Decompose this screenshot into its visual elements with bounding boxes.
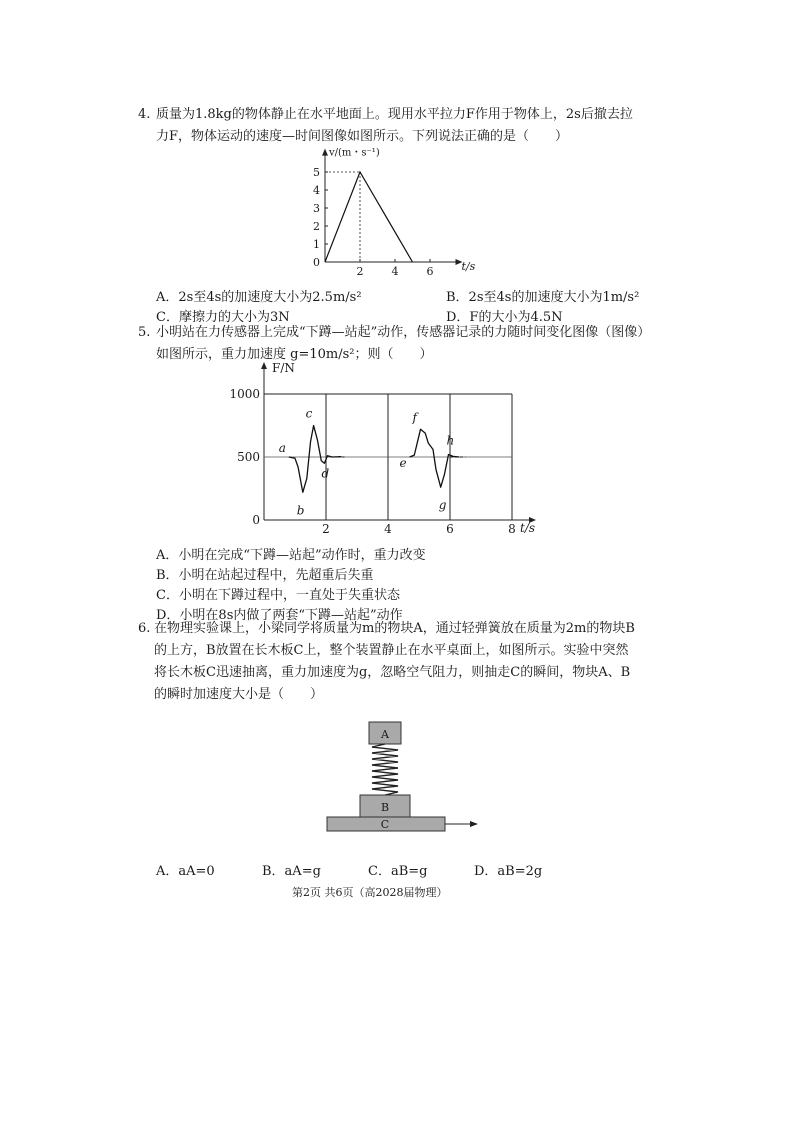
q5-point-label-c: c xyxy=(305,406,313,421)
q5-point-label-b: b xyxy=(296,503,305,518)
q6-option-b: B．aA=g xyxy=(262,864,321,879)
q5-y-tick-label: 1000 xyxy=(229,387,260,401)
q4-text-line1: 质量为1.8kg的物体静止在水平地面上。现用水平拉力F作用于物体上，2s后撤去拉 xyxy=(156,107,633,122)
q6-text-line3: 将长木板C迅速抽离，重力加速度为g，忽略空气阻力，则抽走C的瞬间，物块A、B xyxy=(154,665,631,680)
q4-text-line2: 力F，物体运动的速度—时间图像如图所示。下列说法正确的是（ ） xyxy=(156,129,569,144)
q5-chart-group xyxy=(229,361,536,536)
q5-text-line1: 小明站在力传感器上完成“下蹲—站起”动作，传感器记录的力随时间变化图像（图像） xyxy=(156,325,651,340)
q4-y-tick-label: 3 xyxy=(313,202,320,215)
q6-option-c: C．aB=g xyxy=(368,864,428,879)
q4-y-tick-label: 2 xyxy=(313,220,320,233)
q4-option-c: C．摩擦力的大小为3N xyxy=(156,310,290,325)
q5-option-a: A．小明在完成“下蹲—站起”动作时，重力改变 xyxy=(156,548,426,563)
q5-option-d: D．小明在8s内做了两套“下蹲—站起”动作 xyxy=(156,608,403,623)
q5-point-label-d: d xyxy=(321,466,330,481)
block-b-label: B xyxy=(380,801,390,814)
page-footer: 第2页 共6页（高2028届物理） xyxy=(292,886,448,899)
block-a-label: A xyxy=(381,728,389,741)
q5-point-label-f: f xyxy=(412,410,418,425)
q5-point-label-h: h xyxy=(446,433,455,448)
q6-number: 6. xyxy=(138,621,151,636)
q5-x-tick-label: 2 xyxy=(322,522,330,536)
q5-y-tick-label: 0 xyxy=(252,513,260,527)
q4-option-a: A．2s至4s的加速度大小为2.5m/s² xyxy=(156,290,362,305)
q5-x-tick-label: 6 xyxy=(446,522,454,536)
q4-y-axis-arrow xyxy=(322,149,328,156)
q6-spring-blocks-figure xyxy=(320,715,485,835)
q4-chart-group xyxy=(313,148,475,278)
q5-y-tick-label: 500 xyxy=(237,450,260,464)
q6-option-a: A．aA=0 xyxy=(156,864,215,879)
q4-vt-chart xyxy=(300,148,475,280)
q4-velocity-line xyxy=(325,172,413,262)
q4-y-tick-label: 5 xyxy=(313,166,320,179)
q4-number: 4. xyxy=(138,107,151,122)
pull-arrow-head xyxy=(470,821,478,827)
q6-text-line4: 的瞬时加速度大小是（ ） xyxy=(154,687,324,702)
q5-y-axis-label: F/N xyxy=(272,361,295,375)
q4-y-tick-label: 0 xyxy=(313,256,320,269)
q5-force-chart xyxy=(222,360,547,538)
q4-y-tick-label: 1 xyxy=(313,238,320,251)
q4-x-tick-label: 4 xyxy=(391,265,399,278)
q5-point-label-g: g xyxy=(438,498,447,513)
q5-point-label-e: e xyxy=(399,456,407,470)
spring xyxy=(372,744,398,795)
q5-option-c: C．小明在下蹲过程中，一直处于失重状态 xyxy=(156,588,400,603)
q5-option-b: B．小明在站起过程中，先超重后失重 xyxy=(156,568,374,583)
q4-x-axis-label: t/s xyxy=(461,260,475,273)
board-c-label: C xyxy=(380,818,390,831)
q4-option-b: B．2s至4s的加速度大小为1m/s² xyxy=(446,290,640,305)
q5-x-tick-label: 4 xyxy=(384,522,392,536)
q4-x-tick-label: 2 xyxy=(356,265,364,278)
q4-option-d: D．F的大小为4.5N xyxy=(446,310,563,325)
q4-y-axis-label: v/(m・s⁻¹) xyxy=(329,148,380,159)
q5-force-curve-first xyxy=(289,426,342,493)
q5-point-label-a: a xyxy=(278,441,286,455)
q6-text-line2: 的上方，B放置在长木板C上，整个装置静止在水平桌面上，如图所示。实验中突然 xyxy=(154,643,629,658)
q4-x-tick-label: 6 xyxy=(426,265,434,278)
q5-y-axis-arrow xyxy=(261,362,267,369)
q6-text-line1: 在物理实验课上，小梁同学将质量为m的物块A，通过轻弹簧放在质量为2m的物块B xyxy=(154,621,635,636)
q5-text-line2: 如图所示，重力加速度 g=10m/s²；则（ ） xyxy=(156,347,433,362)
q5-x-axis-label: t/s xyxy=(520,521,536,535)
q4-y-tick-label: 4 xyxy=(313,184,320,197)
q5-number: 5. xyxy=(138,325,151,340)
q5-x-tick-label: 8 xyxy=(508,522,516,536)
q6-option-d: D．aB=2g xyxy=(474,864,543,879)
